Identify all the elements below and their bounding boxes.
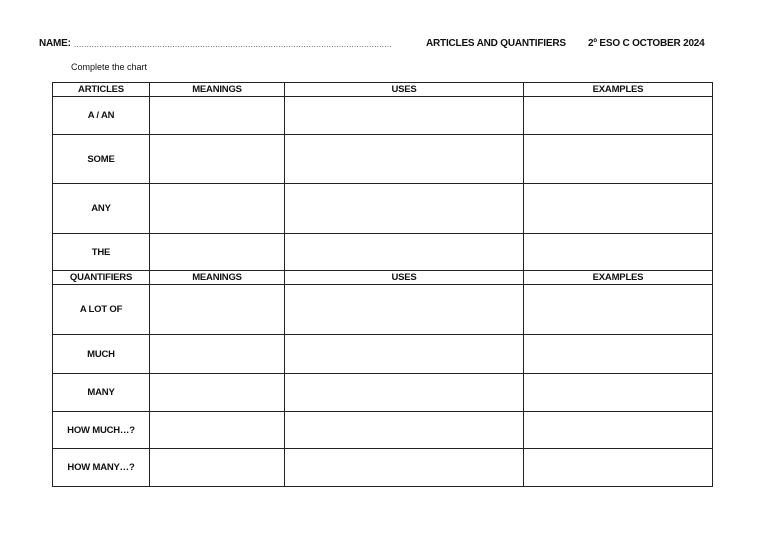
document-title: ARTICLES AND QUANTIFIERS [426,38,566,49]
meanings-cell[interactable] [150,184,285,234]
meanings-cell[interactable] [150,412,285,449]
examples-cell[interactable] [524,285,713,335]
examples-cell[interactable] [524,97,713,135]
table-row [53,449,713,487]
col-header-quantifiers: QUANTIFIERS [53,271,150,285]
name-field-line[interactable]: .............................................................................................................................. [74,40,392,49]
row-label-a-lot-of: A LOT OF [53,285,150,335]
uses-cell[interactable] [285,412,524,449]
table-row [53,285,713,335]
col-header-uses: USES [285,83,524,97]
uses-cell[interactable] [285,335,524,374]
col-header-uses: USES [285,271,524,285]
uses-cell[interactable] [285,184,524,234]
row-label-many: MANY [53,374,150,412]
class-and-date: 2º ESO C OCTOBER 2024 [588,38,705,49]
chart-table [52,82,713,487]
row-label-how-much: HOW MUCH…? [53,412,150,449]
examples-cell[interactable] [524,374,713,412]
uses-cell[interactable] [285,97,524,135]
meanings-cell[interactable] [150,285,285,335]
instruction-text: Complete the chart [71,62,148,72]
name-label: NAME: [39,38,71,49]
row-label-a-an: A / AN [53,97,150,135]
row-label-some: SOME [53,135,150,184]
table-row [53,97,713,135]
uses-cell[interactable] [285,285,524,335]
articles-header-row [53,83,713,97]
uses-cell[interactable] [285,234,524,271]
meanings-cell[interactable] [150,374,285,412]
col-header-articles: ARTICLES [53,83,150,97]
examples-cell[interactable] [524,184,713,234]
table-row [53,135,713,184]
examples-cell[interactable] [524,234,713,271]
row-label-any: ANY [53,184,150,234]
examples-cell[interactable] [524,412,713,449]
row-label-much: MUCH [53,335,150,374]
meanings-cell[interactable] [150,135,285,184]
col-header-meanings: MEANINGS [150,83,285,97]
col-header-examples: EXAMPLES [524,271,713,285]
table-row [53,412,713,449]
meanings-cell[interactable] [150,234,285,271]
col-header-examples: EXAMPLES [524,83,713,97]
examples-cell[interactable] [524,449,713,487]
quantifiers-header-row [53,271,713,285]
col-header-meanings: MEANINGS [150,271,285,285]
row-label-how-many: HOW MANY…? [53,449,150,487]
uses-cell[interactable] [285,449,524,487]
examples-cell[interactable] [524,135,713,184]
table-row [53,374,713,412]
uses-cell[interactable] [285,135,524,184]
uses-cell[interactable] [285,374,524,412]
table-row [53,234,713,271]
examples-cell[interactable] [524,335,713,374]
meanings-cell[interactable] [150,97,285,135]
row-label-the: THE [53,234,150,271]
meanings-cell[interactable] [150,335,285,374]
table-row [53,184,713,234]
table-row [53,335,713,374]
meanings-cell[interactable] [150,449,285,487]
